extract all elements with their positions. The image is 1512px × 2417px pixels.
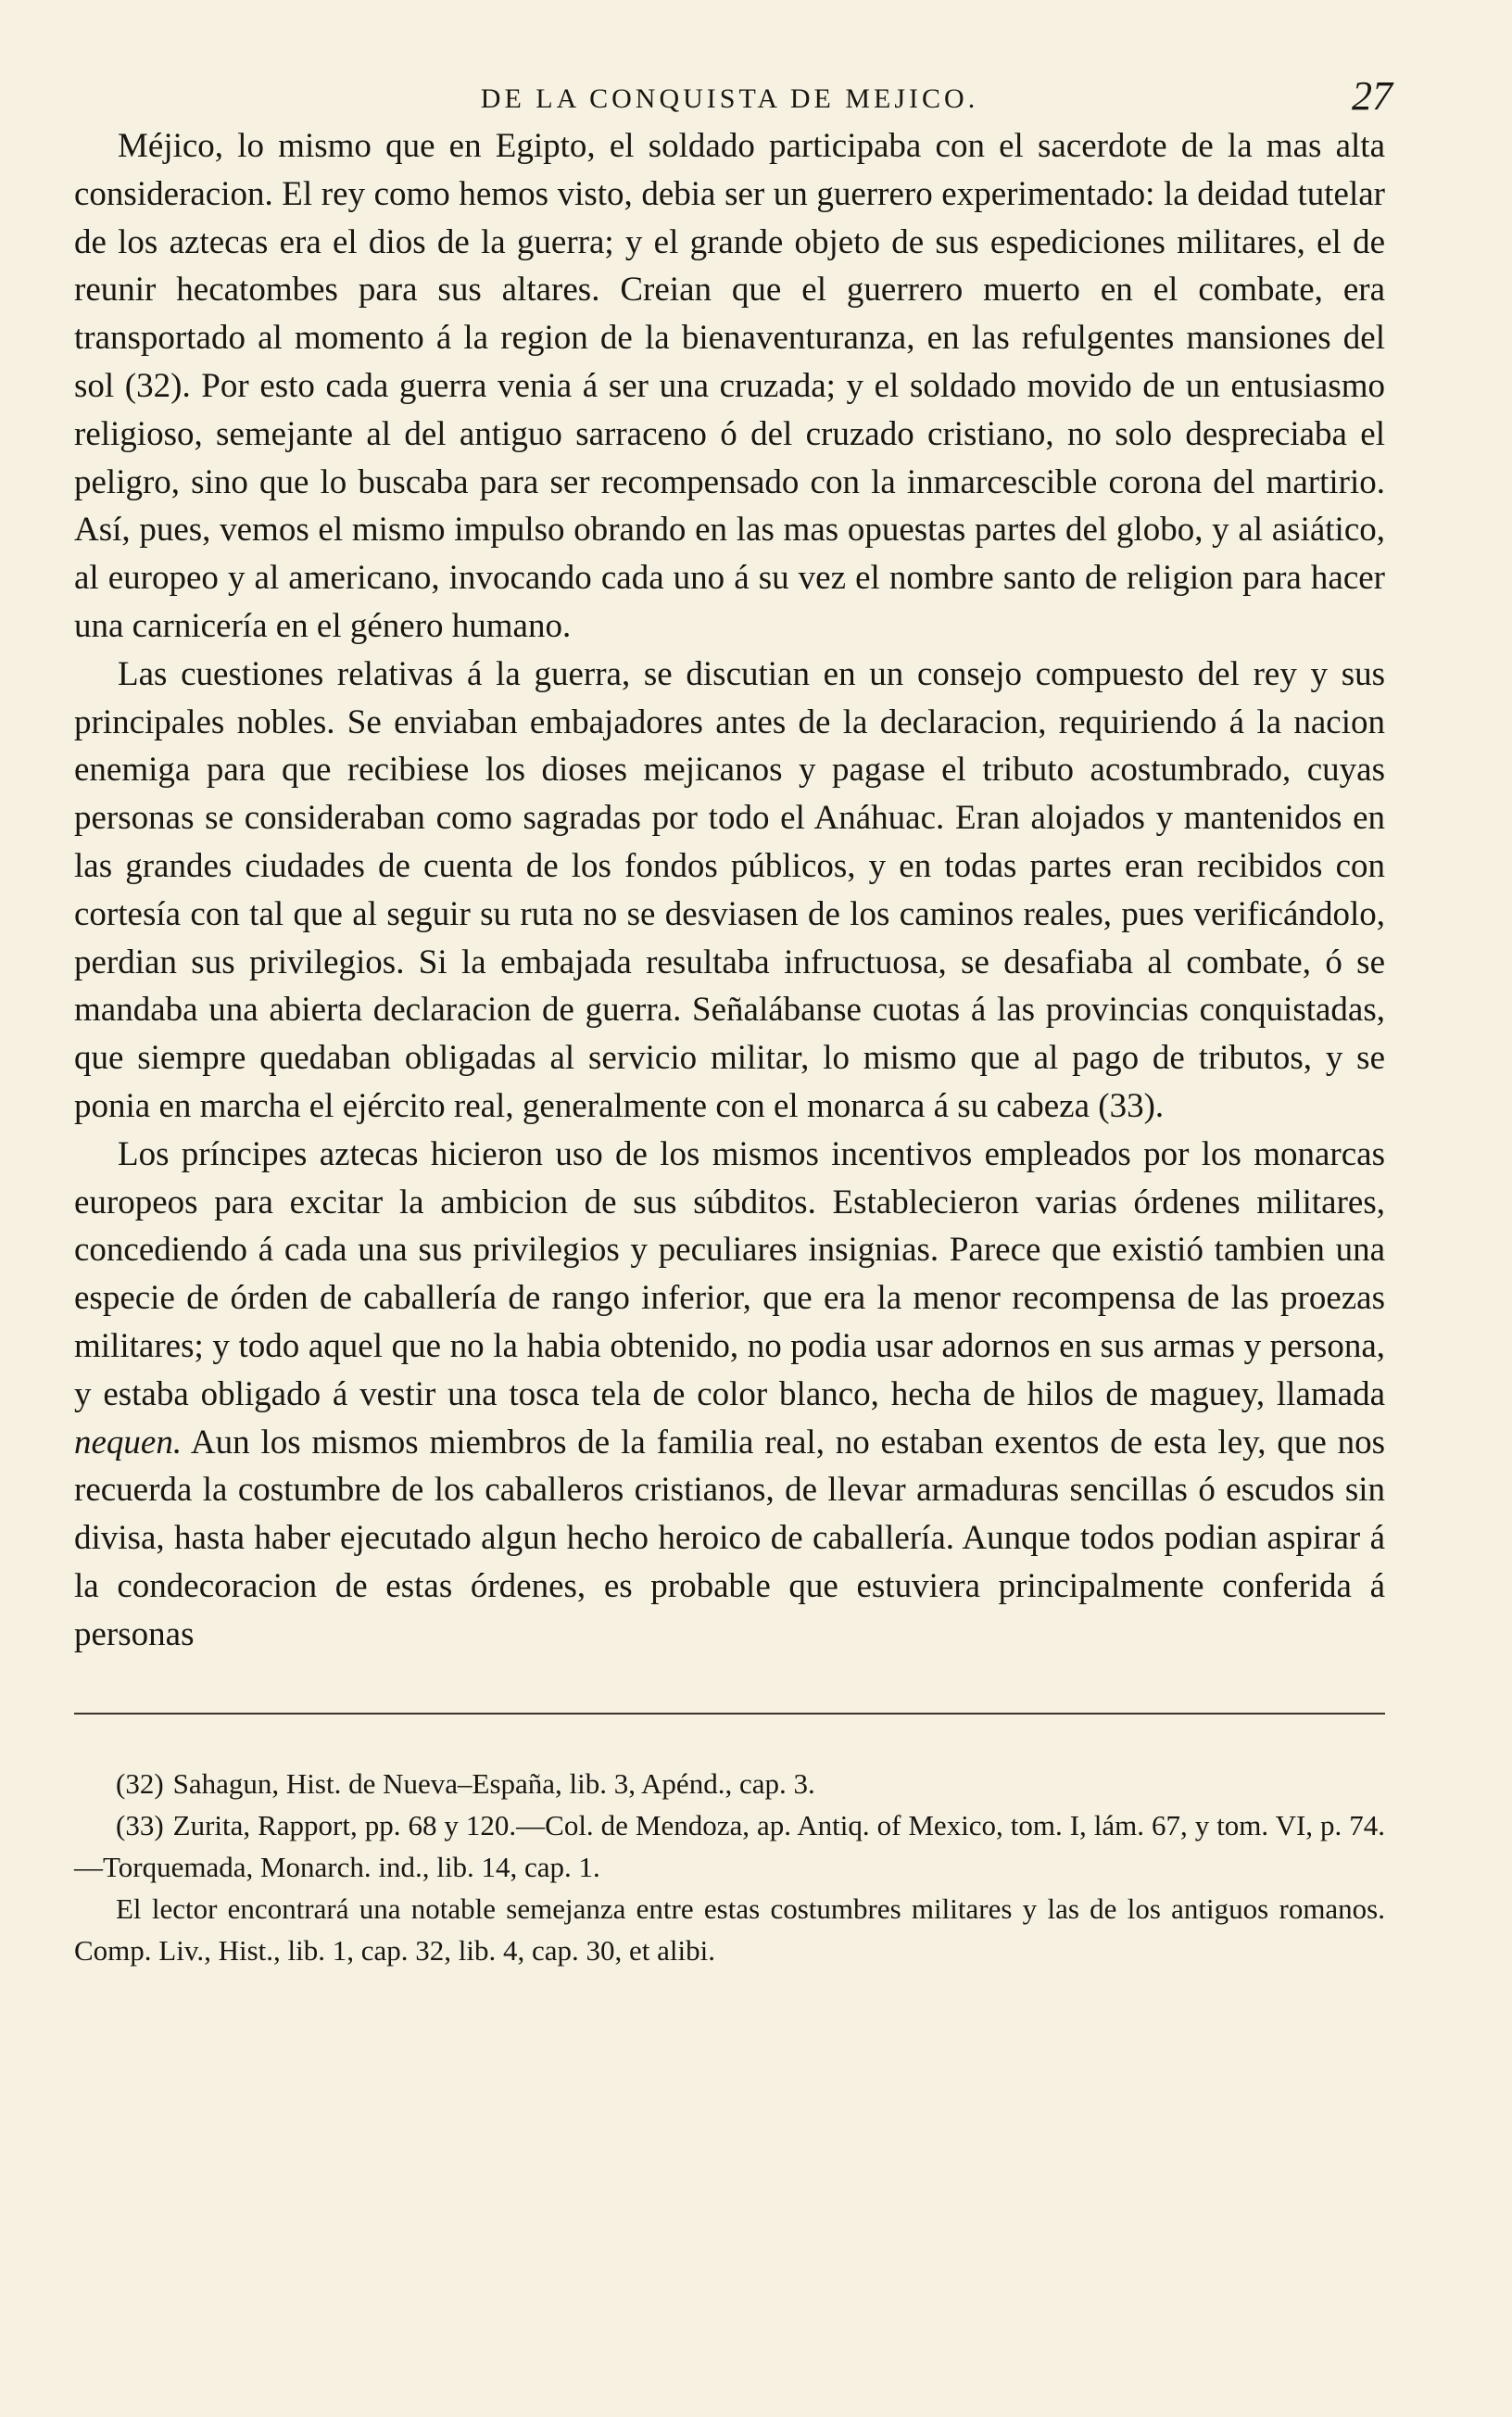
footnote xyxy=(74,1888,1385,1971)
body-text xyxy=(74,122,1385,1659)
footnote xyxy=(74,1804,1385,1888)
paragraph xyxy=(74,1131,1385,1659)
footnote-number: (32) xyxy=(116,1766,164,1800)
paragraph-text: Los príncipes aztecas hicieron uso de los mismos incentivos empleados por los monarcas europeos para excitar la ambicion de sus súbditos. Establecieron varias órdenes militares, concediendo á cada una sus privilegios y peculiares insignias. Parece que existió tambien una especie de órden de caballería de rango inferior, que era la menor recompensa de las proezas militares; y todo aquel que no la habia obtenido, no podia usar adornos en sus armas y persona, y estaba obligado á vestir una tosca tela de color blanco, hecha de hilos de maguey, llamada xyxy=(74,1134,1385,1413)
footnote-number: (33) xyxy=(116,1808,164,1841)
page-number: 27 xyxy=(1352,73,1392,119)
page-header xyxy=(74,72,1392,119)
italic-term: nequen. xyxy=(74,1423,183,1462)
running-title: DE LA CONQUISTA DE MEJICO. xyxy=(480,83,979,114)
footnote-text: Zurita, Rapport, pp. 68 y 120.—Col. de Mendoza, ap. Antiq. of Mexico, tom. I, lám. 67, y tom. VI, p. 74.—Torquemada, Monarch. ind., lib. 14, cap. 1. xyxy=(74,1808,1385,1883)
footnote-rule xyxy=(74,1713,1385,1715)
footnotes xyxy=(74,1763,1385,1971)
footnote-text: El lector encontrará una notable semejanza entre estas costumbres militares y las de los antiguos romanos. Comp. Liv., Hist., lib. 1, cap. 32, lib. 4, cap. 30, et alibi. xyxy=(74,1892,1385,1967)
book-page xyxy=(74,72,1392,1971)
paragraph xyxy=(74,651,1385,1131)
paragraph-text: Las cuestiones relativas á la guerra, se discutian en un consejo compuesto del rey y sus principales nobles. Se enviaban embajadores antes de la declaracion, requiriendo á la nacion enemiga para que recibiese los dioses mejicanos y pagase el tributo acostumbrado, cuyas personas se consideraban como sagradas por todo el Anáhuac. Eran alojados y mantenidos en las grandes ciudades de cuenta de los fondos públicos, y en todas partes eran recibidos con cortesía con tal que al seguir su ruta no se desviasen de los caminos reales, pues verificándolo, perdian sus privilegios. Si la embajada resultaba infructuosa, se desafiaba al combate, ó se mandaba una abierta declaracion de guerra. Señalábanse cuotas á las provincias conquistadas, que siempre quedaban obligadas al servicio militar, lo mismo que al pago de tributos, y se ponia en marcha el ejército real, generalmente con el monarca á su cabeza (33). xyxy=(74,654,1385,1125)
footnote-text: Sahagun, Hist. de Nueva–España, lib. 3, Apénd., cap. 3. xyxy=(172,1766,815,1800)
footnote xyxy=(74,1763,1385,1804)
paragraph-text: Méjico, lo mismo que en Egipto, el soldado participaba con el sacerdote de la mas alta consideracion. El rey como hemos visto, debia ser un guerrero experimentado: la deidad tutelar de los aztecas era el dios de la guerra; y el grande objeto de sus espediciones militares, el de reunir hecatombes para sus altares. Creian que el guerrero muerto en el combate, era transportado al momento á la region de la bienaventuranza, en las refulgentes mansiones del sol (32). Por esto cada guerra venia á ser una cruzada; y el soldado movido de un entusiasmo religioso, semejante al del antiguo sarraceno ó del cruzado cristiano, no solo despreciaba el peligro, sino que lo buscaba para ser recompensado con la inmarcescible corona del martirio. Así, pues, vemos el mismo impulso obrando en las mas opuestas partes del globo, y al asiático, al europeo y al americano, invocando cada uno á su vez el nombre santo de religion para hacer una carnicería en el género humano. xyxy=(74,127,1385,645)
paragraph-text: Aun los mismos miembros de la familia real, no estaban exentos de esta ley, que nos recuerda la costumbre de los caballeros cristianos, de llevar armaduras sencillas ó escudos sin divisa, hasta haber ejecutado algun hecho heroico de caballería. Aunque todos podian aspirar á la condecoracion de estas órdenes, es probable que estuviera principalmente conferida á personas xyxy=(74,1423,1385,1653)
paragraph xyxy=(74,122,1385,651)
